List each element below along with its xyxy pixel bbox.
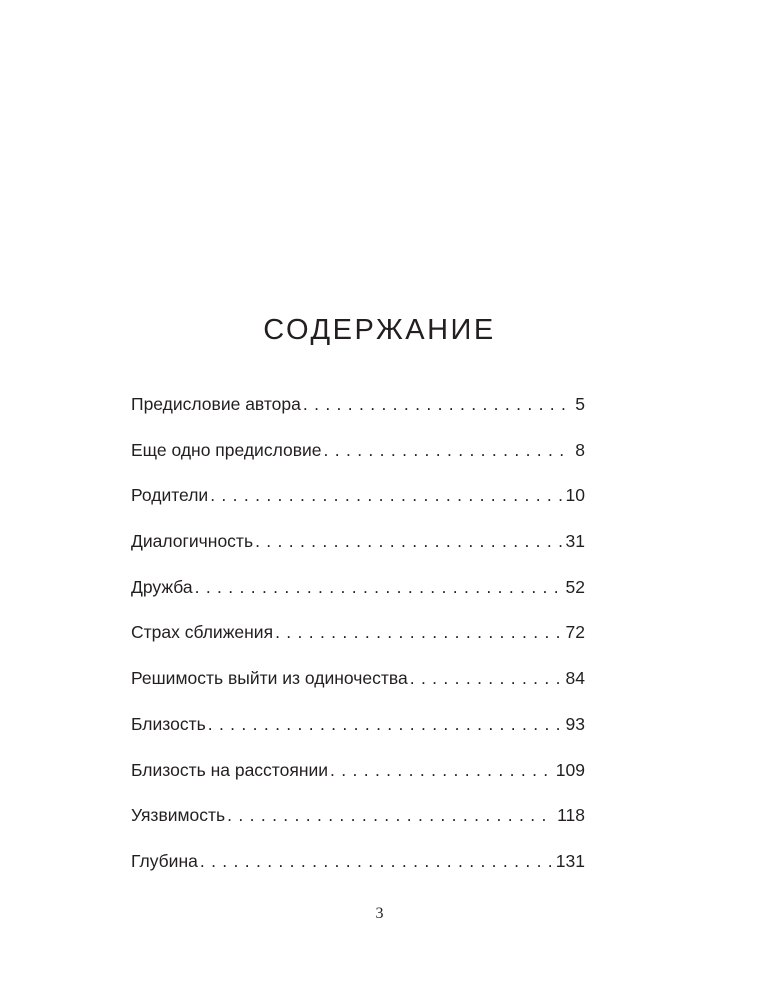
toc-entry-page: 8 bbox=[575, 439, 585, 460]
toc-entry-page: 10 bbox=[565, 485, 585, 506]
toc-dot-leader bbox=[330, 762, 553, 780]
toc-entry bbox=[131, 439, 585, 488]
toc-entry-title: Близость bbox=[131, 713, 206, 734]
toc-entry-title: Уязвимость bbox=[131, 805, 226, 826]
page-number: 3 bbox=[375, 905, 384, 922]
toc-entry bbox=[131, 713, 585, 762]
toc-dot-leader bbox=[227, 807, 554, 825]
toc-entry-page: 31 bbox=[565, 531, 585, 552]
toc-entry-title: Дружба bbox=[131, 576, 193, 597]
toc-entry-page: 93 bbox=[565, 713, 585, 734]
toc-entry bbox=[131, 576, 585, 625]
toc-dot-leader bbox=[195, 579, 563, 597]
toc-dot-leader bbox=[410, 670, 563, 688]
toc-entry-title: Решимость выйти из одиночества bbox=[131, 668, 408, 689]
toc-entry-page: 109 bbox=[555, 759, 585, 780]
toc-entry-page: 118 bbox=[557, 805, 585, 826]
toc-entry-title: Предисловие автора bbox=[131, 394, 301, 414]
toc-entry-title: Еще одно предисловие bbox=[131, 439, 322, 460]
toc-entry-title: Близость на расстоянии bbox=[131, 759, 329, 780]
toc-dot-leader bbox=[210, 487, 562, 505]
toc-dot-leader bbox=[200, 853, 553, 871]
toc-entry bbox=[131, 624, 585, 670]
toc-entry bbox=[131, 850, 585, 899]
toc-dot-leader bbox=[255, 533, 562, 551]
toc-entry-title: Глубина bbox=[131, 850, 198, 871]
toc-entry-page: 72 bbox=[565, 622, 585, 643]
toc-entry bbox=[131, 487, 585, 533]
toc-entry bbox=[131, 670, 585, 716]
toc-entry bbox=[131, 807, 585, 853]
toc-entry-page: 52 bbox=[565, 576, 585, 597]
toc-title: СОДЕРЖАНИЕ bbox=[263, 314, 496, 346]
toc-dot-leader bbox=[275, 624, 562, 642]
toc-entry-title: Диалогичность bbox=[131, 531, 254, 552]
toc-entry-title: Родители bbox=[131, 485, 209, 506]
toc-dot-leader bbox=[208, 716, 563, 734]
toc-entry bbox=[131, 533, 585, 579]
toc-dot-leader bbox=[324, 442, 573, 460]
toc-list bbox=[131, 396, 585, 899]
toc-entry bbox=[131, 759, 585, 808]
toc-entry-page: 84 bbox=[565, 668, 585, 689]
toc-entry-title: Страх сближения bbox=[131, 622, 274, 643]
toc-entry-page: 131 bbox=[555, 850, 585, 871]
toc-entry-page: 5 bbox=[575, 394, 585, 414]
toc-dot-leader bbox=[303, 396, 572, 414]
toc-entry bbox=[131, 396, 585, 442]
